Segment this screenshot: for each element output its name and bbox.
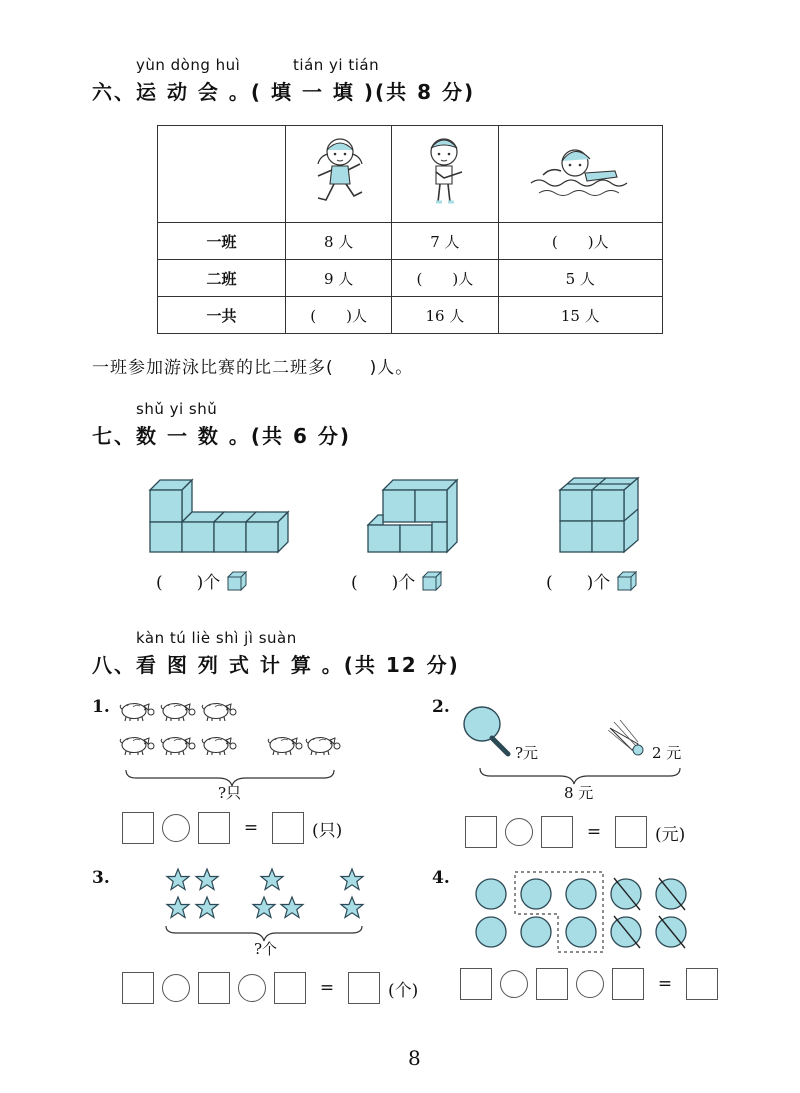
unit-cube-icon bbox=[226, 570, 248, 592]
section7-title: 七、数 一 数 。(共 6 分) bbox=[92, 424, 352, 448]
cell-class2-swim: 5 人 bbox=[498, 260, 663, 297]
operator-circle[interactable] bbox=[505, 818, 533, 846]
problem4-number: 4. bbox=[432, 868, 450, 888]
section6-pinyin: yùn dòng huì tián yi tián bbox=[136, 56, 380, 74]
problem2-unit: (元) bbox=[655, 824, 686, 845]
cube-figure-2 bbox=[368, 480, 457, 552]
section8-title: 八、看 图 列 式 计 算 。(共 12 分) bbox=[92, 653, 460, 677]
row-label-class2: 二班 bbox=[158, 260, 286, 297]
cell-class2-running: 9 人 bbox=[286, 260, 392, 297]
equals-sign: = bbox=[586, 822, 602, 842]
shuttlecock-icon bbox=[608, 720, 643, 755]
cell-total-rope: 16 人 bbox=[392, 297, 498, 334]
section7-pinyin: shǔ yi shǔ bbox=[136, 400, 218, 418]
operator-circle[interactable] bbox=[238, 974, 266, 1002]
cube-count-3[interactable]: ( )个 bbox=[546, 568, 638, 593]
cube-count-2[interactable]: ( )个 bbox=[351, 568, 443, 593]
swimmer-icon bbox=[525, 137, 635, 207]
answer-box[interactable] bbox=[122, 812, 154, 844]
answer-box[interactable] bbox=[348, 972, 380, 1004]
cube-count-1[interactable]: ( )个 bbox=[156, 568, 248, 593]
answer-box[interactable] bbox=[198, 972, 230, 1004]
section6-question[interactable]: 一班参加游泳比赛的比二班多( )人。 bbox=[92, 358, 414, 378]
row-label-class1: 一班 bbox=[158, 223, 286, 260]
problem3-total: ?个 bbox=[254, 940, 278, 958]
answer-box[interactable] bbox=[272, 812, 304, 844]
cell-class2-rope-blank[interactable]: ( )人 bbox=[392, 260, 498, 297]
cell-class1-rope: 7 人 bbox=[392, 223, 498, 260]
problem1-equation bbox=[122, 812, 342, 844]
sports-table bbox=[157, 125, 663, 334]
swimmer-image bbox=[498, 126, 663, 223]
stars-figure bbox=[160, 866, 370, 944]
section6-title: 六、运 动 会 。( 填 一 填 )(共 8 分) bbox=[92, 80, 476, 104]
cube-figures bbox=[140, 470, 700, 560]
section8-pinyin: kàn tú liè shì jì suàn bbox=[136, 629, 297, 647]
problem2-total: 8 元 bbox=[564, 784, 594, 802]
answer-box[interactable] bbox=[198, 812, 230, 844]
equals-sign: = bbox=[657, 974, 673, 994]
page-number: 8 bbox=[408, 1046, 421, 1070]
shuttle-price: 2 元 bbox=[652, 744, 682, 762]
cell-class1-swim-blank[interactable]: ( )人 bbox=[498, 223, 663, 260]
table-corner-cell bbox=[158, 126, 286, 223]
answer-box[interactable] bbox=[536, 968, 568, 1000]
unit-cube-icon bbox=[616, 570, 638, 592]
answer-box[interactable] bbox=[465, 816, 497, 848]
cell-total-running-blank[interactable]: ( )人 bbox=[286, 297, 392, 334]
problem2-equation bbox=[465, 816, 685, 848]
problem1-total: ?只 bbox=[218, 784, 242, 802]
cube-figure-1 bbox=[150, 480, 288, 552]
equals-sign: = bbox=[319, 978, 335, 998]
answer-box[interactable] bbox=[460, 968, 492, 1000]
running-girl-icon bbox=[304, 132, 374, 212]
operator-circle[interactable] bbox=[576, 970, 604, 998]
answer-box[interactable] bbox=[541, 816, 573, 848]
running-girl-image bbox=[286, 126, 392, 223]
problem1-number: 1. bbox=[92, 697, 110, 717]
problem3-number: 3. bbox=[92, 868, 110, 888]
ping-pong-paddle-icon bbox=[464, 707, 508, 754]
problem2-number: 2. bbox=[432, 697, 450, 717]
equals-sign: = bbox=[243, 818, 259, 838]
problem4-equation bbox=[460, 968, 718, 1000]
answer-box[interactable] bbox=[122, 972, 154, 1004]
answer-box[interactable] bbox=[615, 816, 647, 848]
cube-figure-3 bbox=[560, 478, 638, 552]
operator-circle[interactable] bbox=[162, 974, 190, 1002]
unit-cube-icon bbox=[421, 570, 443, 592]
problem3-equation bbox=[122, 972, 418, 1004]
circles-figure bbox=[468, 866, 698, 954]
problem1-unit: (只) bbox=[312, 820, 343, 841]
row-label-total: 一共 bbox=[158, 297, 286, 334]
answer-box[interactable] bbox=[612, 968, 644, 1000]
problem3-unit: (个) bbox=[388, 980, 419, 1001]
cell-total-swim: 15 人 bbox=[498, 297, 663, 334]
operator-circle[interactable] bbox=[162, 814, 190, 842]
answer-box[interactable] bbox=[274, 972, 306, 1004]
rope-boy-image bbox=[392, 126, 498, 223]
operator-circle[interactable] bbox=[500, 970, 528, 998]
paddle-price: ?元 bbox=[515, 744, 539, 762]
answer-box[interactable] bbox=[686, 968, 718, 1000]
jump-rope-boy-icon bbox=[410, 132, 480, 212]
cell-class1-running: 8 人 bbox=[286, 223, 392, 260]
